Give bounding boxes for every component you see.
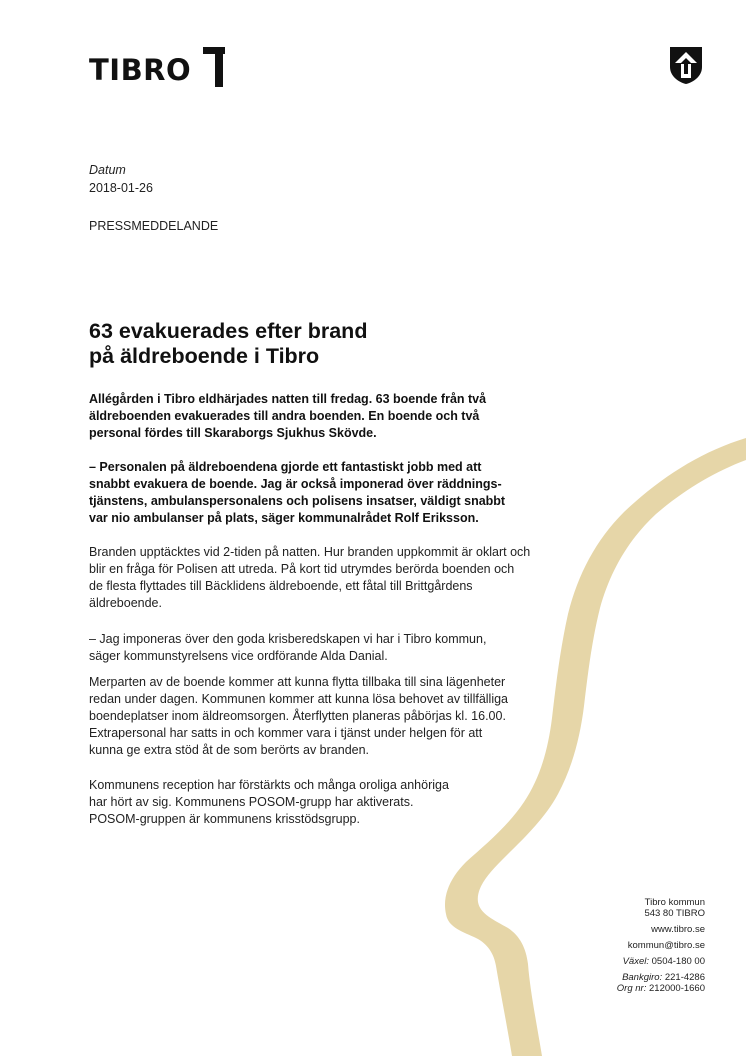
page-title	[89, 319, 529, 369]
text-line: Merparten av de boende kommer att kunna flytta tillbaka till sina lägenheter	[89, 675, 506, 689]
body-paragraph	[89, 631, 579, 665]
date-value: 2018-01-26	[89, 181, 153, 195]
body-paragraph	[89, 777, 589, 828]
phone-label: Växel:	[622, 956, 649, 967]
text-line: snabbt evakuera de boende. Jag är också imponerad över räddnings-	[89, 477, 502, 491]
text-line: var nio ambulanser på plats, säger kommunalrådet Rolf Eriksson.	[89, 511, 479, 525]
text-line: – Jag imponeras över den goda krisberedskapen vi har i Tibro kommun,	[89, 632, 487, 646]
text-line: POSOM-gruppen är kommunens krisstödsgrupp.	[89, 812, 360, 826]
text-line: säger kommunstyrelsens vice ordförande Alda Danial.	[89, 649, 388, 663]
date-label: Datum	[89, 163, 126, 177]
phone-value: 0504-180 00	[649, 956, 705, 967]
logo-wordmark: TIBRO	[89, 53, 192, 87]
bankgiro-label: Bankgiro:	[622, 972, 663, 983]
text-line: Branden upptäcktes vid 2-tiden på natten. Hur branden uppkommit är oklart och	[89, 545, 531, 559]
text-line: – Personalen på äldreboendena gjorde ett fantastiskt jobb med att	[89, 460, 482, 474]
contact-email-link[interactable]: kommun@tibro.se	[627, 940, 705, 951]
body-paragraph	[89, 674, 589, 759]
title-line: på äldreboende i Tibro	[89, 344, 320, 368]
contact-org: Tibro kommun	[644, 897, 705, 908]
contact-bankgiro	[617, 972, 705, 983]
contact-web-link[interactable]: www.tibro.se	[651, 924, 705, 935]
contact-postal: 543 80 TIBRO	[644, 908, 705, 919]
orgnr-label: Org nr:	[616, 983, 647, 994]
text-line: boendeplatser inom äldreomsorgen. Återflytten planeras påbörjas kl. 16.00.	[89, 709, 506, 723]
text-line: Extrapersonal har satts in och kommer vara i tjänst under helgen för att	[89, 726, 483, 740]
text-line: redan under dagen. Kommunen kommer att kunna lösa behovet av tillfälliga	[89, 692, 509, 706]
text-line: Allégården i Tibro eldhärjades natten till fredag. 63 boende från två	[89, 392, 487, 406]
text-line: äldreboenden evakuerades till andra boenden. En boende och två	[89, 409, 480, 423]
text-line: tjänstens, ambulanspersonalens och polisens insatser, väldigt snabbt	[89, 494, 506, 508]
title-line: 63 evakuerades efter brand	[89, 319, 368, 343]
logo-mark-icon	[203, 47, 225, 87]
lead-paragraph	[89, 391, 569, 442]
contact-orgnr	[617, 983, 705, 994]
contact-phone	[617, 956, 705, 967]
text-line: har hört av sig. Kommunens POSOM-grupp har aktiverats.	[89, 795, 414, 809]
text-line: Kommunens reception har förstärkts och många oroliga anhöriga	[89, 778, 449, 792]
text-line: kunna ge extra stöd åt de som berörts av branden.	[89, 743, 370, 757]
contact-block	[617, 897, 705, 994]
bankgiro-value: 221-4286	[662, 972, 705, 983]
body-paragraph	[89, 544, 589, 612]
text-line: personal fördes till Skaraborgs Sjukhus Skövde.	[89, 426, 377, 440]
tibro-coat-of-arms-icon	[668, 45, 704, 85]
quote-paragraph	[89, 459, 589, 527]
text-line: blir en fråga för Polisen att utreda. På kort tid utrymdes berörda boenden och	[89, 562, 515, 576]
document-type: PRESSMEDDELANDE	[89, 219, 219, 233]
text-line: de flesta flyttades till Bäcklidens äldreboende, ett fåtal till Brittgårdens	[89, 579, 473, 593]
orgnr-value: 212000-1660	[646, 983, 705, 994]
text-line: äldreboende.	[89, 596, 162, 610]
